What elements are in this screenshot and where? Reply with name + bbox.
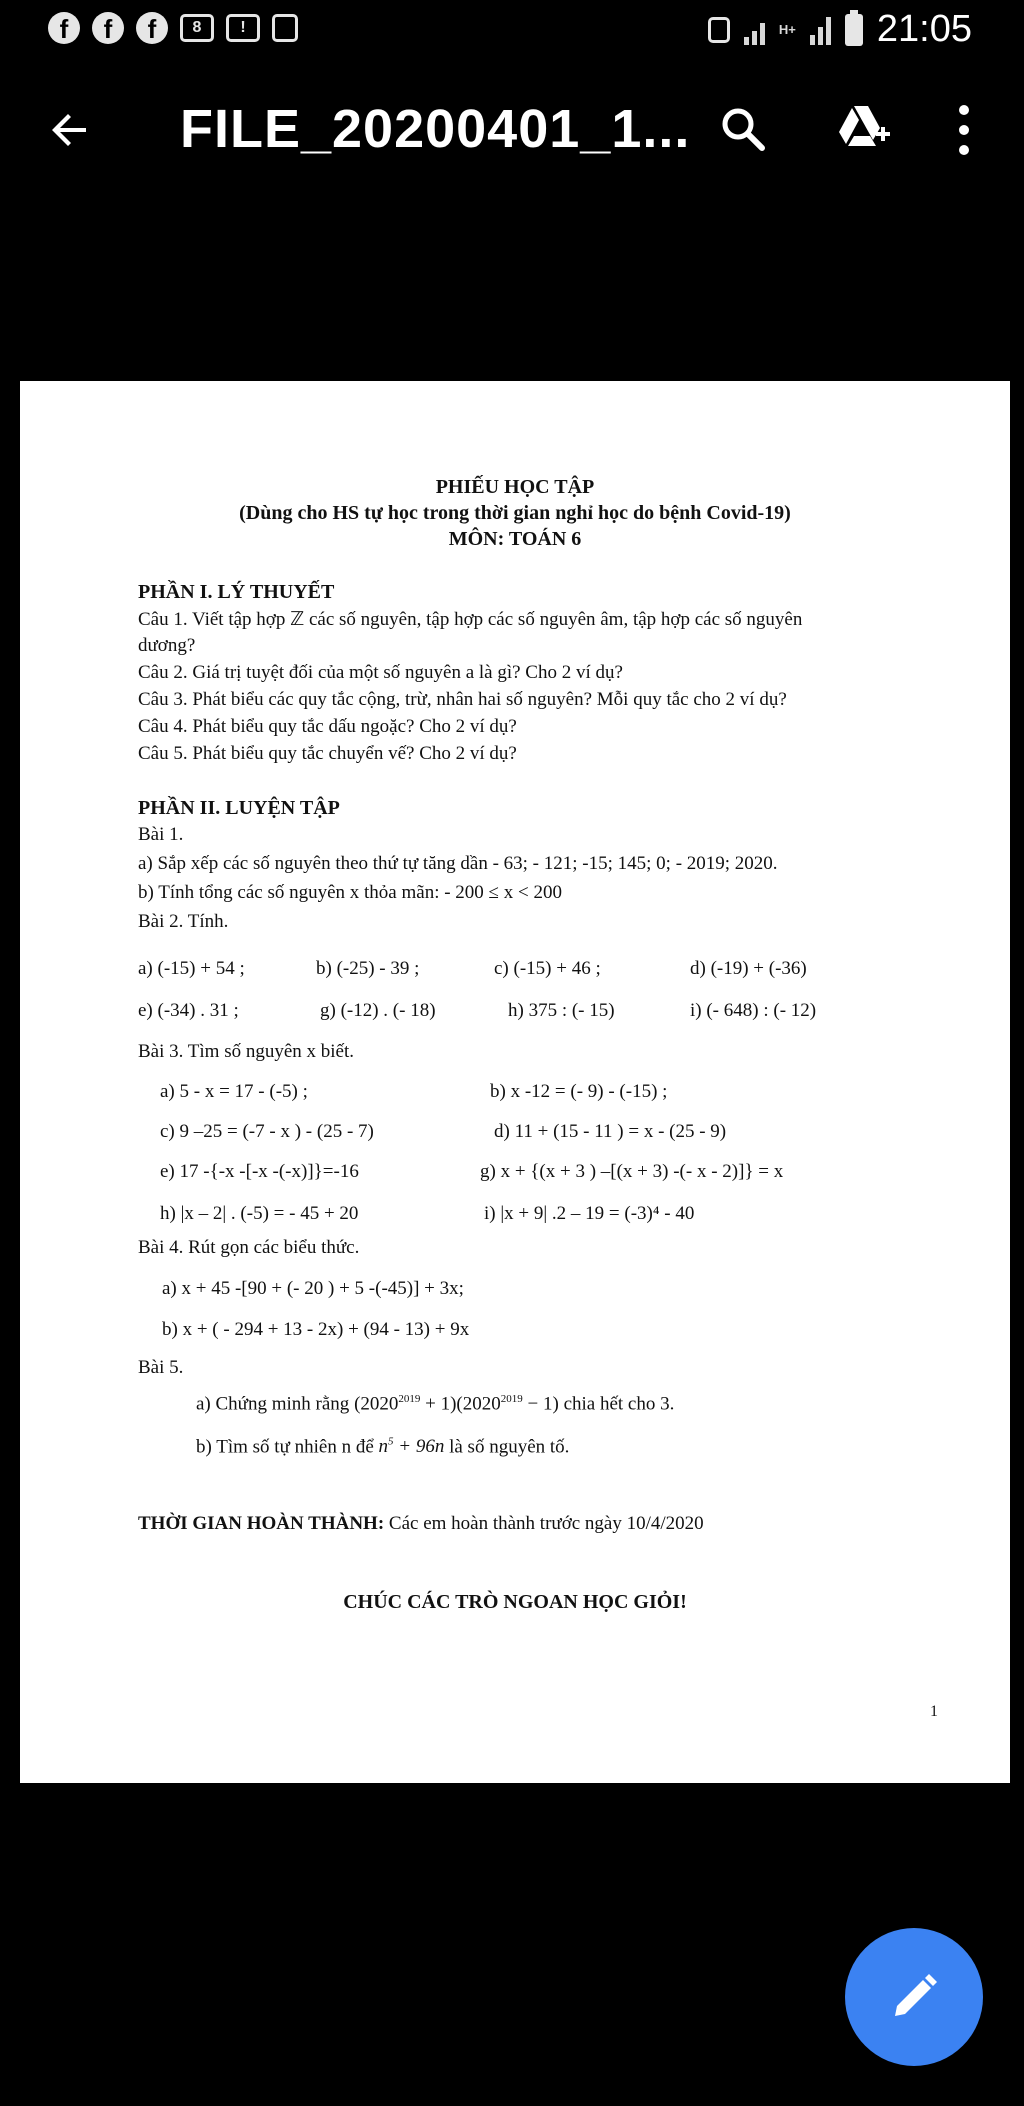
theory-line: Câu 5. Phát biểu quy tắc chuyển vế? Cho 2 ví dụ? bbox=[138, 743, 517, 764]
back-arrow-icon[interactable] bbox=[46, 106, 94, 154]
exercise-3-title: Bài 3. Tìm số nguyên x biết. bbox=[138, 1041, 355, 1062]
exercise-5b: b) Tìm số tự nhiên n để $n^5 + 96n$ là số nguyên tố. bbox=[196, 1436, 570, 1458]
facebook-icon: f bbox=[92, 12, 124, 44]
exercise-2-item: c) (-15) + 46 ; bbox=[494, 958, 601, 979]
exercise-5-title: Bài 5. bbox=[138, 1357, 184, 1378]
more-vert-icon[interactable] bbox=[952, 102, 976, 158]
exercise-3-item: b) x -12 = (- 9) - (-15) ; bbox=[490, 1081, 668, 1102]
drive-add-icon[interactable] bbox=[836, 102, 892, 154]
exercise-4-title: Bài 4. Rút gọn các biểu thức. bbox=[138, 1237, 360, 1258]
facebook-icon: f bbox=[48, 12, 80, 44]
exercise-4-item: a) x + 45 -[90 + (- 20 ) + 5 -(-45)] + 3x; bbox=[162, 1278, 464, 1299]
alert-icon: ! bbox=[226, 14, 260, 42]
clock: 21:05 bbox=[876, 8, 972, 50]
messages-icon bbox=[180, 14, 214, 42]
exercise-3-item: g) x + {(x + 3 ) –[(x + 3) -(- x - 2)]} = x bbox=[480, 1161, 784, 1182]
theory-line: Câu 3. Phát biểu các quy tắc cộng, trừ, nhân hai số nguyên? Mỗi quy tắc cho 2 ví dụ? bbox=[138, 689, 787, 710]
edit-fab-button[interactable] bbox=[845, 1928, 983, 2066]
notification-icons bbox=[48, 12, 298, 44]
signal-icon bbox=[810, 15, 831, 45]
vibrate-icon bbox=[708, 17, 730, 43]
exercise-2-title: Bài 2. Tính. bbox=[138, 911, 229, 932]
signal-icon bbox=[744, 15, 765, 45]
status-bar bbox=[0, 0, 1024, 62]
exercise-1b: b) Tính tổng các số nguyên x thỏa mãn: - 200 ≤ x < 200 bbox=[138, 882, 562, 903]
system-icons bbox=[708, 8, 972, 51]
document-title: PHIẾU HỌC TẬP bbox=[435, 476, 595, 498]
exercise-3-item: c) 9 –25 = (-7 - x ) - (25 - 7) bbox=[160, 1121, 374, 1142]
search-icon[interactable] bbox=[718, 104, 768, 154]
page-number: 1 bbox=[930, 1703, 938, 1720]
exercise-1-title: Bài 1. bbox=[138, 824, 184, 845]
theory-line: dương? bbox=[138, 635, 196, 656]
exercise-5a: a) Chứng minh rằng $(2020^{2019} + 1)(2020^{2019} - 1)$ chia hết cho 3. bbox=[196, 1393, 675, 1415]
part2-heading: PHẦN II. LUYỆN TẬP bbox=[138, 797, 340, 819]
screenshot-icon bbox=[272, 14, 298, 42]
exercise-4-item: b) x + ( - 294 + 13 - 2x) + (94 - 13) + 9x bbox=[162, 1319, 470, 1340]
exercise-2-item: i) (- 648) : (- 12) bbox=[690, 1000, 817, 1021]
document-subject: MÔN: TOÁN 6 bbox=[448, 528, 582, 550]
document-page[interactable] bbox=[20, 381, 1010, 1783]
part1-heading: PHẦN I. LÝ THUYẾT bbox=[138, 581, 335, 603]
exercise-2-item: e) (-34) . 31 ; bbox=[138, 1000, 239, 1021]
exercise-3-item: h) |x – 2| . (-5) = - 45 + 20 bbox=[160, 1203, 359, 1224]
theory-line: Câu 2. Giá trị tuyệt đối của một số nguyên a là gì? Cho 2 ví dụ? bbox=[138, 662, 623, 683]
deadline: THỜI GIAN HOÀN THÀNH: Các em hoàn thành trước ngày 10/4/2020 bbox=[138, 1513, 704, 1534]
exercise-2-item: d) (-19) + (-36) bbox=[690, 958, 807, 979]
exercise-3-item: i) |x + 9| .2 – 19 = (-3)⁴ - 40 bbox=[484, 1203, 695, 1224]
theory-line: Câu 1. Viết tập hợp ℤ các số nguyên, tập hợp các số nguyên âm, tập hợp các số nguyên bbox=[138, 609, 803, 630]
app-bar bbox=[0, 88, 1024, 172]
exercise-2-item: h) 375 : (- 15) bbox=[508, 1000, 615, 1021]
exercise-1a: a) Sắp xếp các số nguyên theo thứ tự tăng dần - 63; - 121; -15; 145; 0; - 2019; 2020. bbox=[138, 853, 778, 874]
exercise-3-item: d) 11 + (15 - 11 ) = x - (25 - 9) bbox=[494, 1121, 727, 1142]
closing-message: CHÚC CÁC TRÒ NGOAN HỌC GIỎI! bbox=[343, 1591, 687, 1613]
exercise-3-item: e) 17 -{-x -[-x -(-x)]}=-16 bbox=[160, 1161, 359, 1182]
facebook-icon: f bbox=[136, 12, 168, 44]
exercise-2-item: b) (-25) - 39 ; bbox=[316, 958, 420, 979]
edit-pencil-icon bbox=[889, 1972, 939, 2022]
document-subtitle: (Dùng cho HS tự học trong thời gian nghỉ học do bệnh Covid-19) bbox=[239, 502, 791, 524]
exercise-2-item: g) (-12) . (- 18) bbox=[320, 1000, 436, 1021]
theory-line: Câu 4. Phát biểu quy tắc dấu ngoặc? Cho 2 ví dụ? bbox=[138, 716, 517, 737]
exercise-2-item: a) (-15) + 54 ; bbox=[138, 958, 245, 979]
battery-icon bbox=[845, 14, 863, 46]
file-title: FILE_20200401_1... bbox=[180, 99, 691, 159]
exercise-3-item: a) 5 - x = 17 - (-5) ; bbox=[160, 1081, 308, 1102]
network-type-label: H+ bbox=[778, 22, 796, 37]
notification-badge: 8 bbox=[192, 19, 202, 36]
